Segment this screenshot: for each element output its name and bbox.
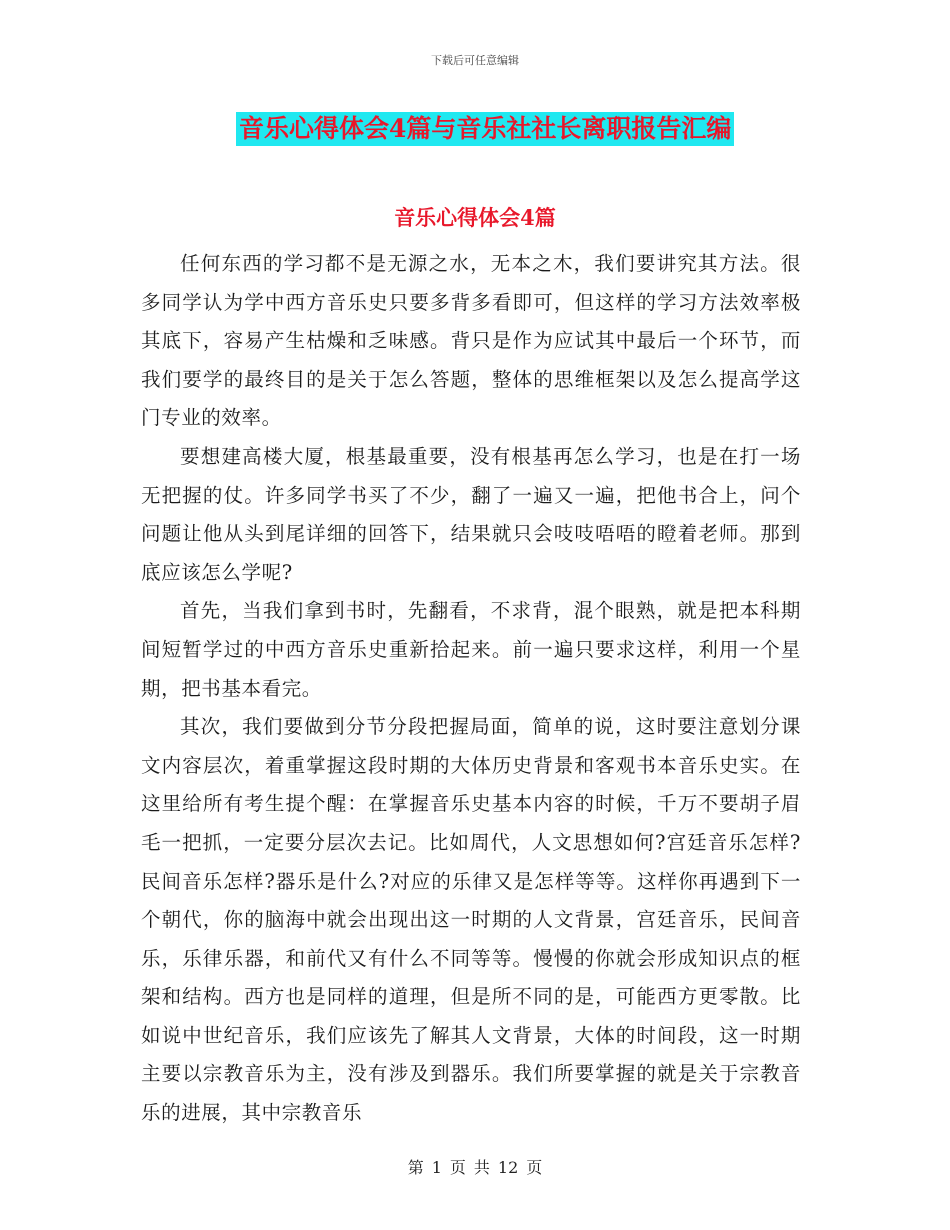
page-footer xyxy=(0,1155,950,1178)
paragraph: 任何东西的学习都不是无源之水，无本之木，我们要讲究其方法。很多同学认为学中西方音乐史只要多背多看即可，但这样的学习方法效率极其底下，容易产生枯燥和乏味感。背只是作为应试其中最后一个环节，而我们要学的最终目的是关于怎么答题，整体的思维框架以及怎么提高学这门专业的效率。 xyxy=(141,252,801,430)
footer-suffix: 页 xyxy=(526,1158,543,1177)
paragraph: 其次，我们要做到分节分段把握局面，简单的说，这时要注意划分课文内容层次，着重掌握这段时期的大体历史背景和客观书本音乐史实。在这里给所有考生提个醒：在掌握音乐史基本内容的时候，千万不要胡子眉毛一把抓，一定要分层次去记。比如周代，人文思想如何?宫廷音乐怎样?民间音乐怎样?器乐是什么?对应的乐律又是怎样等等。这样你再遇到下一个朝代，你的脑海中就会出现出这一时期的人文背景，宫廷音乐，民间音乐，乐律乐器，和前代又有什么不同等等。慢慢的你就会形成知识点的框架和结构。西方也是同样的道理，但是所不同的是，可能西方更零散。比如说中世纪音乐，我们应该先了解其人文背景，大体的时间段，这一时期主要以宗教音乐为主，没有涉及到器乐。我们所要掌握的就是关于宗教音乐的进展，其中宗教音乐 xyxy=(141,715,801,1125)
footer-middle: 页 xyxy=(449,1158,466,1177)
footer-prefix: 第 xyxy=(407,1158,424,1177)
section-title: 音乐心得体会4篇 xyxy=(394,205,556,230)
body-text xyxy=(141,245,801,1133)
document-title: 音乐心得体会4篇与音乐社社长离职报告汇编 xyxy=(236,112,734,146)
footer-total-pages: 12 xyxy=(497,1158,519,1177)
footer-total-label: 共 xyxy=(473,1158,490,1177)
paragraph: 首先，当我们拿到书时，先翻看，不求背，混个眼熟，就是把本科期间短暂学过的中西方音乐史重新拾起来。前一遍只要求这样，利用一个星期，把书基本看完。 xyxy=(141,599,801,700)
header-note: 下载后可任意编辑 xyxy=(431,54,519,67)
paragraph: 要想建高楼大厦，根基最重要，没有根基再怎么学习，也是在打一场无把握的仗。许多同学书买了不少，翻了一遍又一遍，把他书合上，问个问题让他从头到尾详细的回答下，结果就只会吱吱唔唔的瞪着老师。那到底应该怎么学呢? xyxy=(141,444,801,584)
footer-page-number: 1 xyxy=(431,1158,442,1177)
